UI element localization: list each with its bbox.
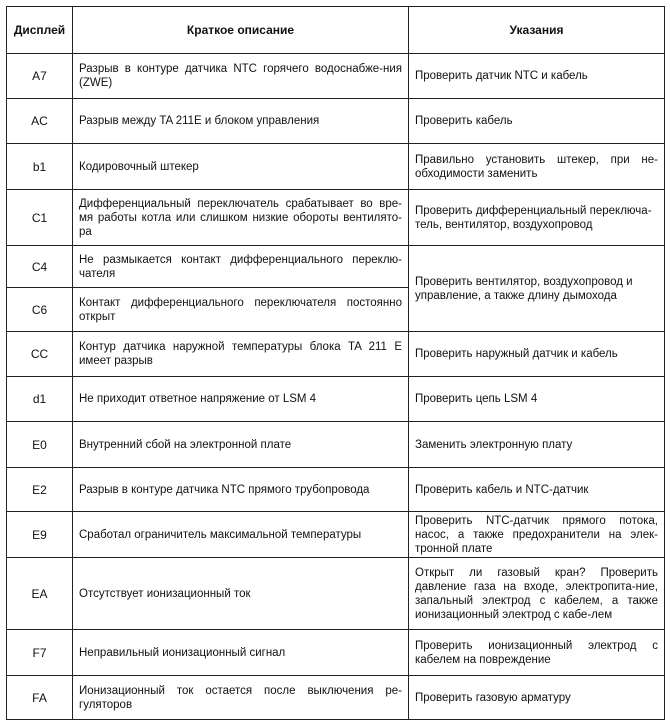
table-row (7, 512, 665, 558)
instruction-cell: Проверить вентилятор, воздухопровод и управление, а также длину дымохода (409, 246, 665, 332)
code-cell: C6 (7, 288, 73, 332)
table-row (7, 468, 665, 512)
table-row (7, 144, 665, 190)
instruction-cell: Правильно установить штекер, при не-обходимости заменить (409, 144, 665, 190)
instruction-cell: Проверить наружный датчик и кабель (409, 332, 665, 377)
code-cell: A7 (7, 54, 73, 99)
instruction-cell: Проверить кабель (409, 99, 665, 144)
header-description: Краткое описание (73, 7, 409, 54)
code-cell: CC (7, 332, 73, 377)
instruction-cell: Проверить цепь LSM 4 (409, 377, 665, 422)
description-cell: Внутренний сбой на электронной плате (73, 422, 409, 468)
description-cell: Разрыв в контуре датчика NTC прямого трубопровода (73, 468, 409, 512)
table-row (7, 190, 665, 246)
table-header-row (7, 7, 665, 54)
code-cell: FA (7, 676, 73, 720)
instruction-cell: Проверить кабель и NTC-датчик (409, 468, 665, 512)
header-display: Дисплей (7, 7, 73, 54)
description-cell: Кодировочный штекер (73, 144, 409, 190)
instruction-cell: Проверить ионизационный электрод с кабелем на повреждение (409, 630, 665, 676)
description-cell: Контакт дифференциального переключателя постоянно открыт (73, 288, 409, 332)
table-row (7, 558, 665, 630)
description-cell: Ионизационный ток остается после выключения ре-гуляторов (73, 676, 409, 720)
code-cell: C1 (7, 190, 73, 246)
code-cell: EA (7, 558, 73, 630)
table-row (7, 422, 665, 468)
table-row (7, 54, 665, 99)
error-codes-table (6, 6, 665, 720)
code-cell: E9 (7, 512, 73, 558)
code-cell: E0 (7, 422, 73, 468)
instruction-cell: Проверить газовую арматуру (409, 676, 665, 720)
code-cell: E2 (7, 468, 73, 512)
description-cell: Сработал ограничитель максимальной температуры (73, 512, 409, 558)
code-cell: C4 (7, 246, 73, 288)
description-cell: Разрыв между TA 211E и блоком управления (73, 99, 409, 144)
instruction-cell: Проверить дифференциальный переключа-тель, вентилятор, воздухопровод (409, 190, 665, 246)
description-cell: Дифференциальный переключатель срабатывает во вре-мя работы котла или слишком низкие обороты вентилято-ра (73, 190, 409, 246)
description-cell: Не приходит ответное напряжение от LSM 4 (73, 377, 409, 422)
description-cell: Отсутствует ионизационный ток (73, 558, 409, 630)
table-row (7, 332, 665, 377)
description-cell: Не размыкается контакт дифференциального переклю-чателя (73, 246, 409, 288)
table-row (7, 99, 665, 144)
description-cell: Разрыв в контуре датчика NTC горячего водоснабже-ния (ZWE) (73, 54, 409, 99)
instruction-cell: Проверить NTC-датчик прямого потока, насос, а также предохранители на элек-тронной плате (409, 512, 665, 558)
code-cell: F7 (7, 630, 73, 676)
code-cell: b1 (7, 144, 73, 190)
description-cell: Контур датчика наружной температуры блока TA 211 E имеет разрыв (73, 332, 409, 377)
instruction-cell: Проверить датчик NTC и кабель (409, 54, 665, 99)
description-cell: Неправильный ионизационный сигнал (73, 630, 409, 676)
instruction-cell: Открыт ли газовый кран? Проверить давление газа на входе, электропита-ние, запальный электрод с кабелем, а также ионизационный электрод с кабе-лем (409, 558, 665, 630)
table-row (7, 377, 665, 422)
table-row (7, 630, 665, 676)
code-cell: d1 (7, 377, 73, 422)
table-row (7, 246, 665, 288)
table-row (7, 676, 665, 720)
instruction-cell: Заменить электронную плату (409, 422, 665, 468)
code-cell: AC (7, 99, 73, 144)
header-instructions: Указания (409, 7, 665, 54)
